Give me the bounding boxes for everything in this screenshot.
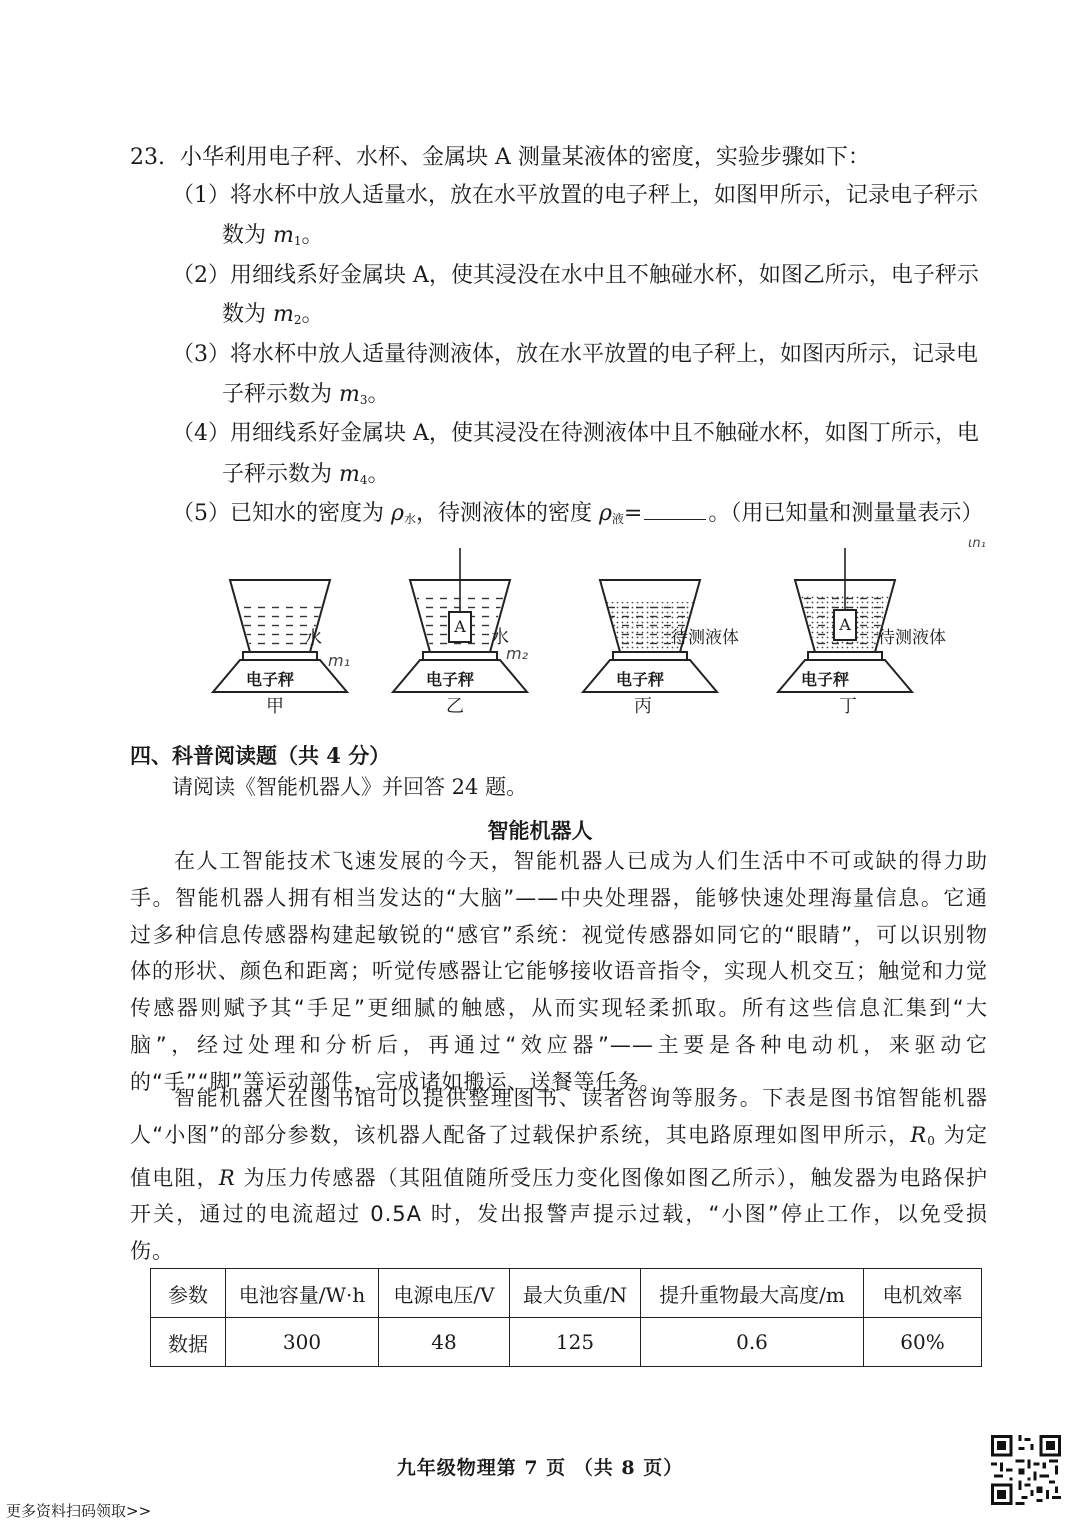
variable-m: m [273, 302, 294, 327]
liquid-label-bing: 待测液体 [671, 628, 739, 648]
handwritten-m2: m₂ [506, 644, 528, 663]
table-header: 最大负重/N [510, 1269, 641, 1318]
step-text: 将水杯中放人适量待测液体，放在水平放置的电子秤上，如图丙所示，记录电 [230, 342, 979, 367]
step-text: 已知水的密度为 [230, 501, 391, 526]
punct: 。 [301, 302, 324, 327]
scale-top [243, 652, 317, 660]
table-header: 参数 [151, 1269, 226, 1318]
qr-code-icon[interactable] [988, 1432, 1064, 1508]
water-label-jia: 水 [304, 628, 322, 649]
table-header: 电池容量/W·h [226, 1269, 379, 1318]
caption-ding: 丁 [839, 696, 857, 717]
variable-m: m [339, 462, 360, 487]
scale-label-yi: 电子秤 [425, 670, 474, 689]
step-text: 子秤示数为 [222, 462, 339, 487]
article-paragraph-1: 在人工智能技术飞速发展的今天，智能机器人已成为人们生活中不可或缺的得力助手。智能机器人拥有相当发达的“大脑”——中央处理器，能够快速处理海量信息。它通过多种信息传感器构建起敏锐的“感官”系统：视觉传感器如同它的“眼睛”，可以识别物体的形状、颜色和距离；听觉传感器让它能够接收语音指令，实现人机交互；触觉和力觉传感器则赋予其“手足”更细腻的触感，从而实现轻柔抓取。所有这些信息汇集到“大脑”，经过处理和分析后，再通过“效应器”——主要是各种电动机，来驱动它的“手”“脚”等运动部件，完成诸如搬运、送餐等任务。 [130, 849, 988, 1094]
question-23-intro [130, 143, 870, 173]
subscript: 2 [293, 313, 302, 327]
scale-label-bing: 电子秤 [615, 670, 664, 689]
question-number: 23. [130, 145, 165, 170]
step-4 [172, 419, 979, 449]
paragraph-text: 为压力传感器（其阻值随所受压力变化图像如图乙所示），触发器为电路保护开关，通过的电流超过 0.5A 时，发出报警声提示过载，“小图”停止工作，以免受损伤。 [130, 1165, 988, 1264]
rho-symbol: ρ [391, 501, 404, 526]
step-text: 将水杯中放人适量水，放在水平放置的电子秤上，如图甲所示，记录电子秤示 [230, 183, 979, 208]
step-1 [172, 181, 978, 211]
subscript: 4 [359, 473, 368, 487]
table-cell: 125 [510, 1318, 641, 1367]
step-2 [172, 261, 979, 291]
variable-m: m [273, 223, 294, 248]
table-header: 电机效率 [864, 1269, 982, 1318]
table-cell: 300 [226, 1318, 379, 1367]
step-1-cont [222, 221, 324, 256]
subscript-liquid: 液 [611, 512, 624, 526]
table-cell: 60% [864, 1318, 982, 1367]
variable-m: m [339, 382, 360, 407]
paragraph-text: 为定值电阻， [130, 1122, 988, 1190]
step-number: （2） [172, 263, 230, 288]
handwritten-m1: m₁ [328, 651, 350, 670]
table-cell: 数据 [151, 1318, 226, 1367]
table-cell: 48 [379, 1318, 510, 1367]
r0-subscript: 0 [927, 1133, 936, 1148]
table-header: 电源电压/V [379, 1269, 510, 1318]
question-intro: 小华利用电子秤、水杯、金属块 A 测量某液体的密度，实验步骤如下： [180, 145, 870, 170]
scale-label-ding: 电子秤 [800, 670, 849, 689]
step-text: 子秤示数为 [222, 382, 339, 407]
water-label-yi: 水 [491, 627, 509, 648]
rho-symbol: ρ [598, 501, 612, 526]
subscript: 3 [359, 393, 368, 407]
step-5 [172, 499, 983, 534]
parameter-table [150, 1268, 982, 1367]
punct: 。 [367, 462, 390, 487]
r-symbol: R [218, 1165, 236, 1190]
section-heading: 四、科普阅读题（共 4 分） [130, 743, 391, 768]
step-text: 数为 [222, 302, 273, 327]
step-text: ，待测液体的密度 [415, 501, 599, 526]
table-header-row [151, 1269, 982, 1318]
punct: 。 [367, 382, 390, 407]
table-header: 提升重物最大高度/m [641, 1269, 864, 1318]
block-label-yi: A [454, 617, 466, 636]
step-number: （3） [172, 342, 230, 367]
answer-blank[interactable] [644, 501, 706, 520]
table-row [151, 1318, 982, 1367]
step-text: 数为 [222, 223, 273, 248]
step-3-cont [222, 380, 390, 415]
step-number: （4） [172, 421, 230, 446]
step-text: 用细线系好金属块 A，使其浸没在水中且不触碰水杯，如图乙所示，电子秤示 [230, 263, 979, 288]
step-text: 。（用已知量和测量量表示） [708, 501, 984, 526]
step-3 [172, 340, 978, 370]
caption-yi: 乙 [446, 696, 464, 717]
step-text: 用细线系好金属块 A，使其浸没在待测液体中且不触碰水杯，如图丁所示，电 [230, 421, 979, 446]
subscript: 1 [293, 234, 302, 248]
r0-symbol: R [910, 1122, 928, 1147]
article-title: 智能机器人 [487, 818, 593, 843]
step-2-cont [222, 300, 324, 335]
caption-bing: 丙 [634, 696, 652, 717]
subscript-water: 水 [403, 512, 416, 526]
page-footer: 九年级物理第 7 页 （共 8 页） [396, 1457, 684, 1479]
table-cell: 0.6 [641, 1318, 864, 1367]
more-resources-link[interactable]: 更多资料扫码领取>> [6, 1502, 152, 1520]
paragraph-text: 智能机器人在图书馆可以提供整理图书、读者咨询等服务。下表是图书馆智能机器人“小图”的部分参数，该机器人配备了过载保护系统，其电路原理如图甲所示， [130, 1086, 988, 1147]
step-number: （5） [172, 501, 230, 526]
handwritten-corner: ιn₁ [968, 536, 986, 551]
step-4-cont [222, 460, 390, 495]
punct: 。 [301, 223, 324, 248]
scale-label-jia: 电子秤 [245, 670, 294, 689]
step-number: （1） [172, 183, 230, 208]
article-paragraph-2 [130, 1080, 988, 1270]
equals: = [623, 501, 643, 526]
caption-jia: 甲 [266, 696, 284, 717]
section-instruction: 请阅读《智能机器人》并回答 24 题。 [172, 775, 528, 799]
liquid-label-ding: 待测液体 [878, 628, 946, 648]
block-label-ding: A [839, 615, 851, 634]
